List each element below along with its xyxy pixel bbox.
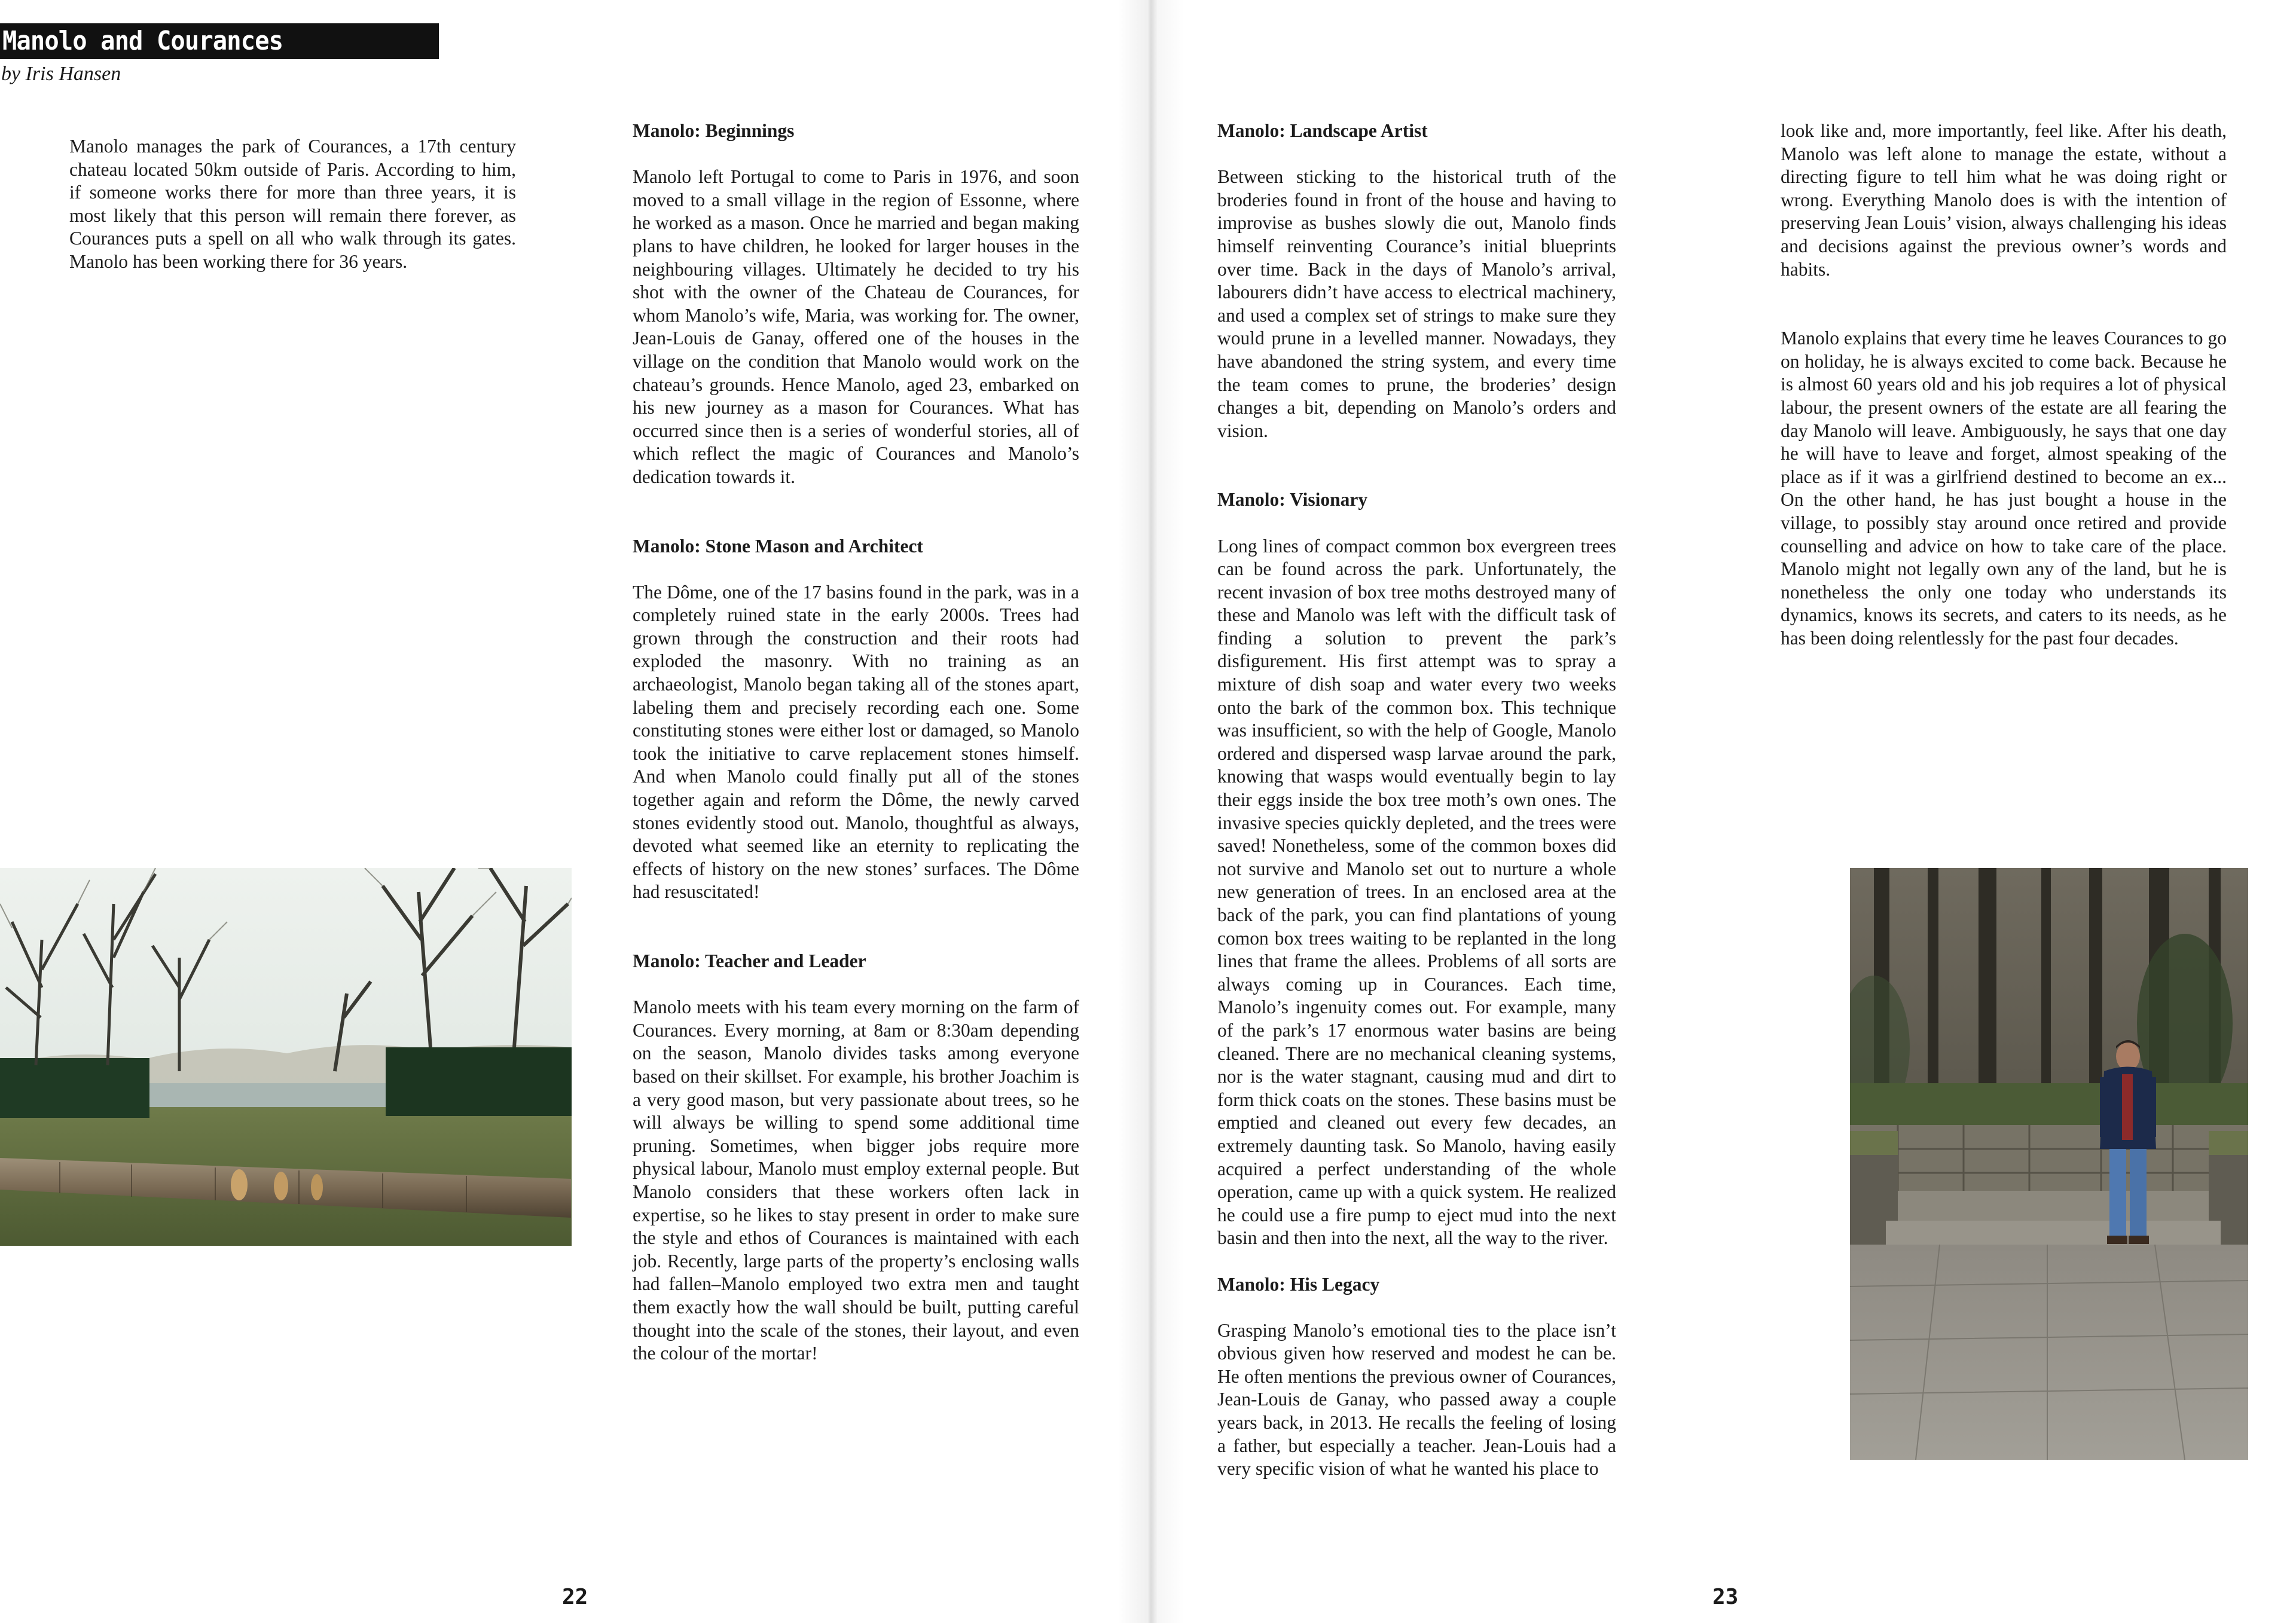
section-body-teacher: Manolo meets with his team every morning on the farm of Courances. Every morning, at 8am or 8:30am depending on the season, Manolo divides tasks among everyone based on their skillset. For example, his brother Joachim is a very good mason, but very passionate about trees, so he will always be willing to spend some additional time pruning. Sometimes, when bigger jobs require more physical labour, Manolo must employ external people. But Manolo considers that these workers often lack in expertise, so he likes to stay present in order to make sure the style and ethos of Courances is maintained with each job. Recently, large parts of the property’s enclosing walls had fallen–Manolo employed two extra men and taught them exactly how the wall should be built, putting careful thought into the scale of the stones, their layout, and even the colour of the mortar!: [633, 997, 1079, 1364]
section-heading-landscape: Manolo: Landscape Artist: [1217, 120, 1428, 141]
fallen-tree-illustration: [0, 868, 572, 1246]
section-body-legacy-part-a: Grasping Manolo’s emotional ties to the place isn’t obvious given how reserved and modest he can be. He often mentions the previous owner of Courances, Jean-Louis de Ganay, who passed away a couple years back, in 2013. He recalls the feeling of losing a father, but especially a teacher. Jean-Louis had a very specific vision of what he wanted his place to: [1217, 1319, 1616, 1480]
section-body-visionary: Long lines of compact common box evergreen trees can be found across the park. Unfortunately, the recent invasion of box tree moths destroyed many of these and Manolo was left with the difficult task of finding a solution to prevent the park’s disfigurement. His first attempt was to spray a mixture of dish soap and water every two weeks onto the bark of the common box. This technique was insufficient, so with the help of Google, Manolo ordered and dispersed wasp larvae around the park, knowing that wasps would eventually begin to lay their eggs inside the box tree moth’s own ones. The invasive species quickly depleted, and the trees were saved! Nonetheless, some of the common boxes did not survive and Manolo set out to nurture a whole new generation of trees. In an enclosed area at the back of the park, you can find plantations of young comon box trees waiting to be replanted in the long lines that frame the allees. Problems of all sorts are always coming up in Courances. Each time, Manolo’s ingenuity comes out. For example, many of the park’s 17 enormous water basins are being cleaned. There are no mechanical cleaning systems, nor is the water stagnant, causing mud and dirt to form thick coats on the stones. These basins must be emptied and cleaned out every few decades, an extremely daunting task. So Manolo, having easily acquired a perfect understanding of the whole operation, came up with a quick system. He realized he could use a fire pump to eject mud into the next basin and then into the next, all the way to the river.: [1217, 535, 1616, 1249]
section-heading-legacy: Manolo: His Legacy: [1217, 1273, 1380, 1295]
byline: by Iris Hansen: [1, 63, 121, 85]
right-page-column-2: [1781, 120, 2227, 650]
page-number-right: 23: [1712, 1585, 1739, 1609]
section-body-legacy-closing: Manolo explains that every time he leaves Courances to go on holiday, he is always excited to come back. Because he is almost 60 years old and his job requires a lot of physical labour, the present owners of the estate are all fearing the day Manolo will leave. Ambiguously, he says that one day he will have to leave and forget, almost speaking of the place as if it was a girlfriend destined to become an ex... On the other hand, he has just bought a house in the village, to possibly stay around once retired and provide counselling and advice on how to take care of the place. Manolo might not legally own any of the land, but he is nonetheless the only one today who understands its dynamics, knows its secrets, and caters to its needs, as he has been doing relentlessly for the past four decades.: [1781, 328, 2227, 649]
section-body-beginnings: Manolo left Portugal to come to Paris in 1976, and soon moved to a small village in the region of Essonne, where he worked as a mason. Once he married and began making plans to have children, he looked for larger houses in the neighbouring villages. Ultimately he decided to try his shot with the owner of the Chateau de Courances, for whom Manolo’s wife, Maria, was working for. The owner, Jean-Louis de Ganay, offered one of the houses in the village on the condition that Manolo would work on the chateau’s grounds. Hence Manolo, aged 23, embarked on his new journey as a mason for Courances. What has occurred since then is a series of wonderful stories, all of which reflect the magic of Courances and Manolo’s dedication towards it.: [633, 166, 1079, 487]
section-body-legacy-part-b: look like and, more importantly, feel like. After his death, Manolo was left alone to manage the estate, without a directing figure to tell him what he was doing right or wrong. Everything Manolo does is with the intention of preserving Jean Louis’ vision, always challenging his ideas and decisions against the previous owner’s words and habits.: [1781, 120, 2227, 280]
right-page: [1148, 0, 2296, 1623]
section-heading-visionary: Manolo: Visionary: [1217, 489, 1368, 511]
section-heading-teacher: Manolo: Teacher and Leader: [633, 950, 866, 971]
page-number-left: 22: [562, 1585, 588, 1609]
intro-paragraph: Manolo manages the park of Courances, a 17th century chateau located 50km outside of Paris. According to him, if someone works there for more than three years, it is most likely that this person will remain there forever, as Courances puts a spell on all who walk through its gates. Manolo has been working there for 36 years.: [69, 136, 516, 272]
right-page-column-1: [1217, 120, 1616, 1481]
section-heading-beginnings: Manolo: Beginnings: [633, 120, 795, 141]
section-body-landscape: Between sticking to the historical truth of the broderies found in front of the house and having to improvise as bushes slowly die out, Manolo finds himself reinventing Courance’s initial blueprints over time. Back in the days of Manolo’s arrival, labourers didn’t have access to electrical machinery, and used a complex set of strings to make sure they would prune in a levelled manner. Nowadays, they have abandoned the string system, and every time the team comes to prune, the broderies’ design changes a bit, depending on Manolo’s orders and vision.: [1217, 166, 1616, 441]
intro-column: [69, 135, 516, 274]
manolo-portrait-photo: [1850, 868, 2248, 1460]
left-page-column-2: [633, 120, 1079, 1365]
section-heading-stone-mason: Manolo: Stone Mason and Architect: [633, 535, 923, 557]
manolo-portrait-illustration: [1850, 868, 2248, 1460]
fallen-tree-photo: [0, 868, 572, 1246]
title-bar: [0, 23, 439, 59]
section-body-stone-mason: The Dôme, one of the 17 basins found in the park, was in a completely ruined state in the early 2000s. Trees had grown through the construction and their roots had exploded the masonry. With no training as an archaeologist, Manolo began taking all of the stones apart, labeling them and precisely recording each one. Some constituting stones were either lost or damaged, so Manolo took the initiative to carve replacement stones himself. And when Manolo could finally put all of the stones together again and reform the Dôme, the newly carved stones evidently stood out. Manolo, thoughtful as always, devoted what seemed like an eternity to replicating the effects of history on the new stones’ surfaces. The Dôme had resuscitated!: [633, 581, 1079, 903]
article-title: Manolo and Courances: [2, 26, 283, 56]
